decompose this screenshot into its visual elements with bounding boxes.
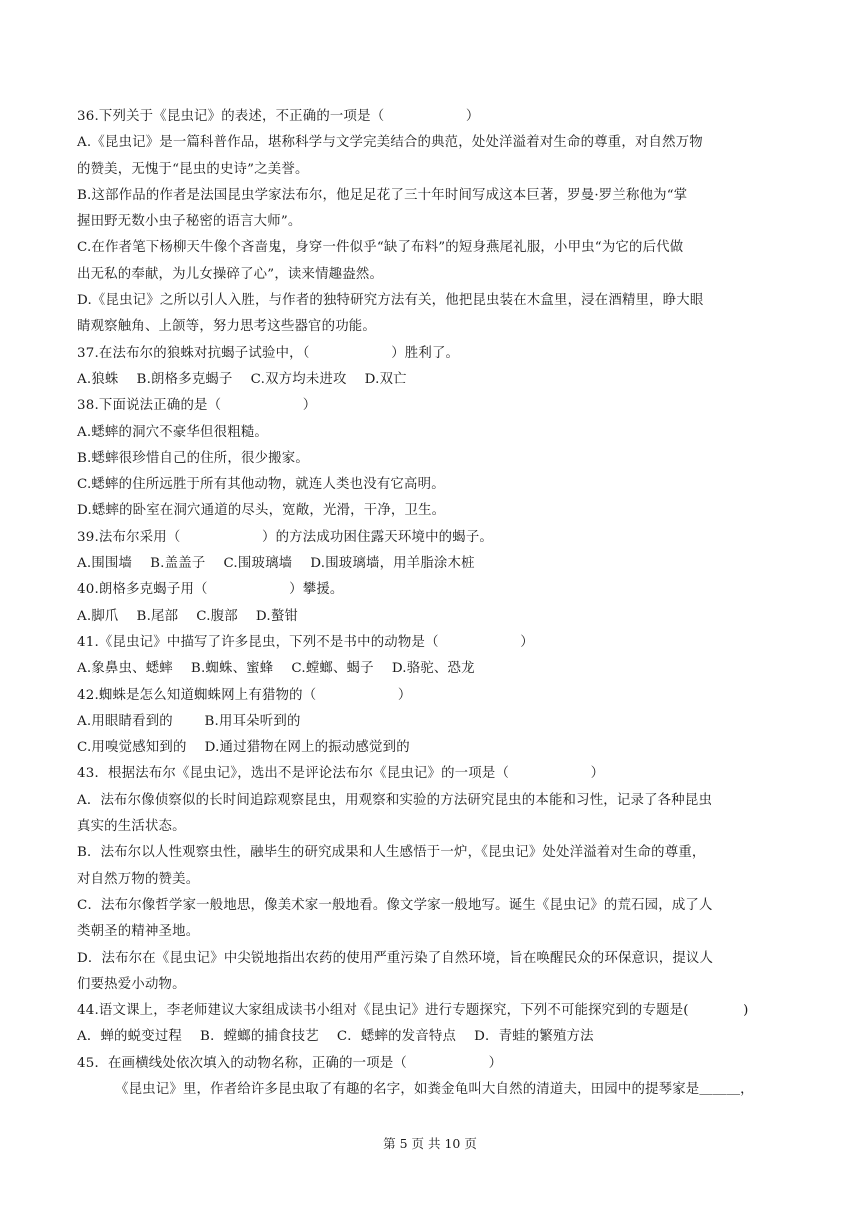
question-36-option-c: C.在作者笔下杨柳天牛像个吝啬鬼，身穿一件似乎“缺了布料”的短身燕尾礼服，小甲虫“为它的后代做	[77, 240, 684, 256]
question-36-option-a-cont: 的赞美，无愧于“昆虫的史诗”之美誉。	[77, 161, 309, 177]
question-42-stem: 42.蜘蛛是怎么知道蜘蛛网上有猎物的（ ）	[77, 687, 412, 703]
question-45-passage: 《昆虫记》里，作者给许多昆虫取了有趣的名字，如粪金龟叫大自然的清道夫，田园中的提琴家是＿＿＿，	[115, 1081, 754, 1097]
question-36-option-c-cont: 出无私的奉献，为儿女操碎了心”，读来情趣盎然。	[77, 266, 384, 282]
question-37-stem: 37.在法布尔的狼蛛对抗蝎子试验中，（ ）胜利了。	[77, 345, 460, 361]
question-41-stem: 41.《昆虫记》中描写了许多昆虫，下列不是书中的动物是（ ）	[77, 634, 534, 650]
question-38-option-c: C.蟋蟀的住所远胜于所有其他动物，就连人类也没有它高明。	[77, 477, 445, 493]
question-43-stem: 43．根据法布尔《昆虫记》，选出不是评论法布尔《昆虫记》的一项是（ ）	[77, 766, 605, 782]
question-43-option-a-cont: 真实的生活状态。	[77, 819, 186, 835]
question-41-options: A.象鼻虫、蟋蟀 B.蜘蛛、蜜蜂 C.螳螂、蝎子 D.骆驼、恐龙	[77, 661, 475, 677]
question-36-option-b: B.这部作品的作者是法国昆虫学家法布尔，他足足花了三十年时间写成这本巨著，罗曼·罗兰称他为“掌	[77, 187, 688, 203]
question-38-option-d: D.蟋蟀的卧室在洞穴通道的尽头，宽敞，光滑，干净，卫生。	[77, 503, 446, 519]
question-43-option-b-cont: 对自然万物的赞美。	[77, 871, 200, 887]
question-36-option-d-cont: 睛观察触角、上颌等，努力思考这些器官的功能。	[77, 319, 376, 335]
question-43-option-c: C．法布尔像哲学家一般地思，像美术家一般地看。像文学家一般地写。诞生《昆虫记》的荒石园，成了人	[77, 897, 713, 913]
question-36-stem: 36.下列关于《昆虫记》的表述，不正确的一项是（ ）	[77, 109, 480, 124]
question-45-stem: 45．在画横线处依次填入的动物名称，正确的一项是（ ）	[77, 1055, 503, 1071]
question-38-stem: 38.下面说法正确的是（ ）	[77, 398, 317, 414]
question-43-option-c-cont: 类朝圣的精神圣地。	[77, 924, 200, 940]
question-42-options-ab: A.用眼睛看到的 B.用耳朵听到的	[77, 713, 301, 729]
page-number: 第 5 页 共 10 页	[383, 1136, 477, 1151]
question-43-option-d: D．法布尔在《昆虫记》中尖锐地指出农药的使用严重污染了自然环境，旨在唤醒民众的环保意识，提议人	[77, 950, 714, 966]
question-list	[77, 104, 783, 1103]
question-38-option-a: A.蟋蟀的洞穴不豪华但很粗糙。	[77, 424, 269, 440]
question-43-option-a: A．法布尔像侦察似的长时间追踪观察昆虫，用观察和实验的方法研究昆虫的本能和习性，记录了各种昆虫	[77, 792, 713, 808]
question-44-stem: 44.语文课上，李老师建议大家组成读书小组对《昆虫记》进行专题探究，下列不可能探究到的专题是( )	[77, 1003, 749, 1019]
question-42-options-cd: C.用嗅觉感知到的 D.通过猎物在网上的振动感觉到的	[77, 740, 410, 756]
question-37-options: A.狼蛛 B.朗格多克蝎子 C.双方均未进攻 D.双亡	[77, 371, 407, 387]
question-43-option-d-cont: 们要热爱小动物。	[77, 976, 186, 992]
question-38-option-b: B.蟋蟀很珍惜自己的住所，很少搬家。	[77, 450, 309, 466]
question-40-stem: 40.朗格多克蝎子用（ ）攀援。	[77, 582, 344, 598]
question-36-option-b-cont: 握田野无数小虫子秘密的语言大师”。	[77, 214, 302, 230]
question-39-stem: 39.法布尔采用（ ）的方法成功困住露天环境中的蝎子。	[77, 529, 494, 545]
question-43-option-b: B．法布尔以人性观察虫性，融毕生的研究成果和人生感悟于一炉，《昆虫记》处处洋溢着对生命的尊重，	[77, 845, 706, 861]
question-44-options: A．蝉的蜕变过程 B．螳螂的捕食技艺 C．蟋蟀的发音特点 D．青蛙的繁殖方法	[77, 1029, 594, 1045]
question-40-options: A.脚爪 B.尾部 C.腹部 D.螯钳	[77, 608, 299, 624]
question-36-option-a: A.《昆虫记》是一篇科普作品，堪称科学与文学完美结合的典范，处处洋溢着对生命的尊重，对自然万物	[77, 135, 703, 151]
question-39-options: A.围围墙 B.盖盖子 C.围玻璃墙 D.围玻璃墙，用羊脂涂木桩	[77, 556, 475, 572]
question-36-option-d: D.《昆虫记》之所以引人入胜，与作者的独特研究方法有关，他把昆虫装在木盒里，浸在酒精里，睁大眼	[77, 293, 704, 309]
